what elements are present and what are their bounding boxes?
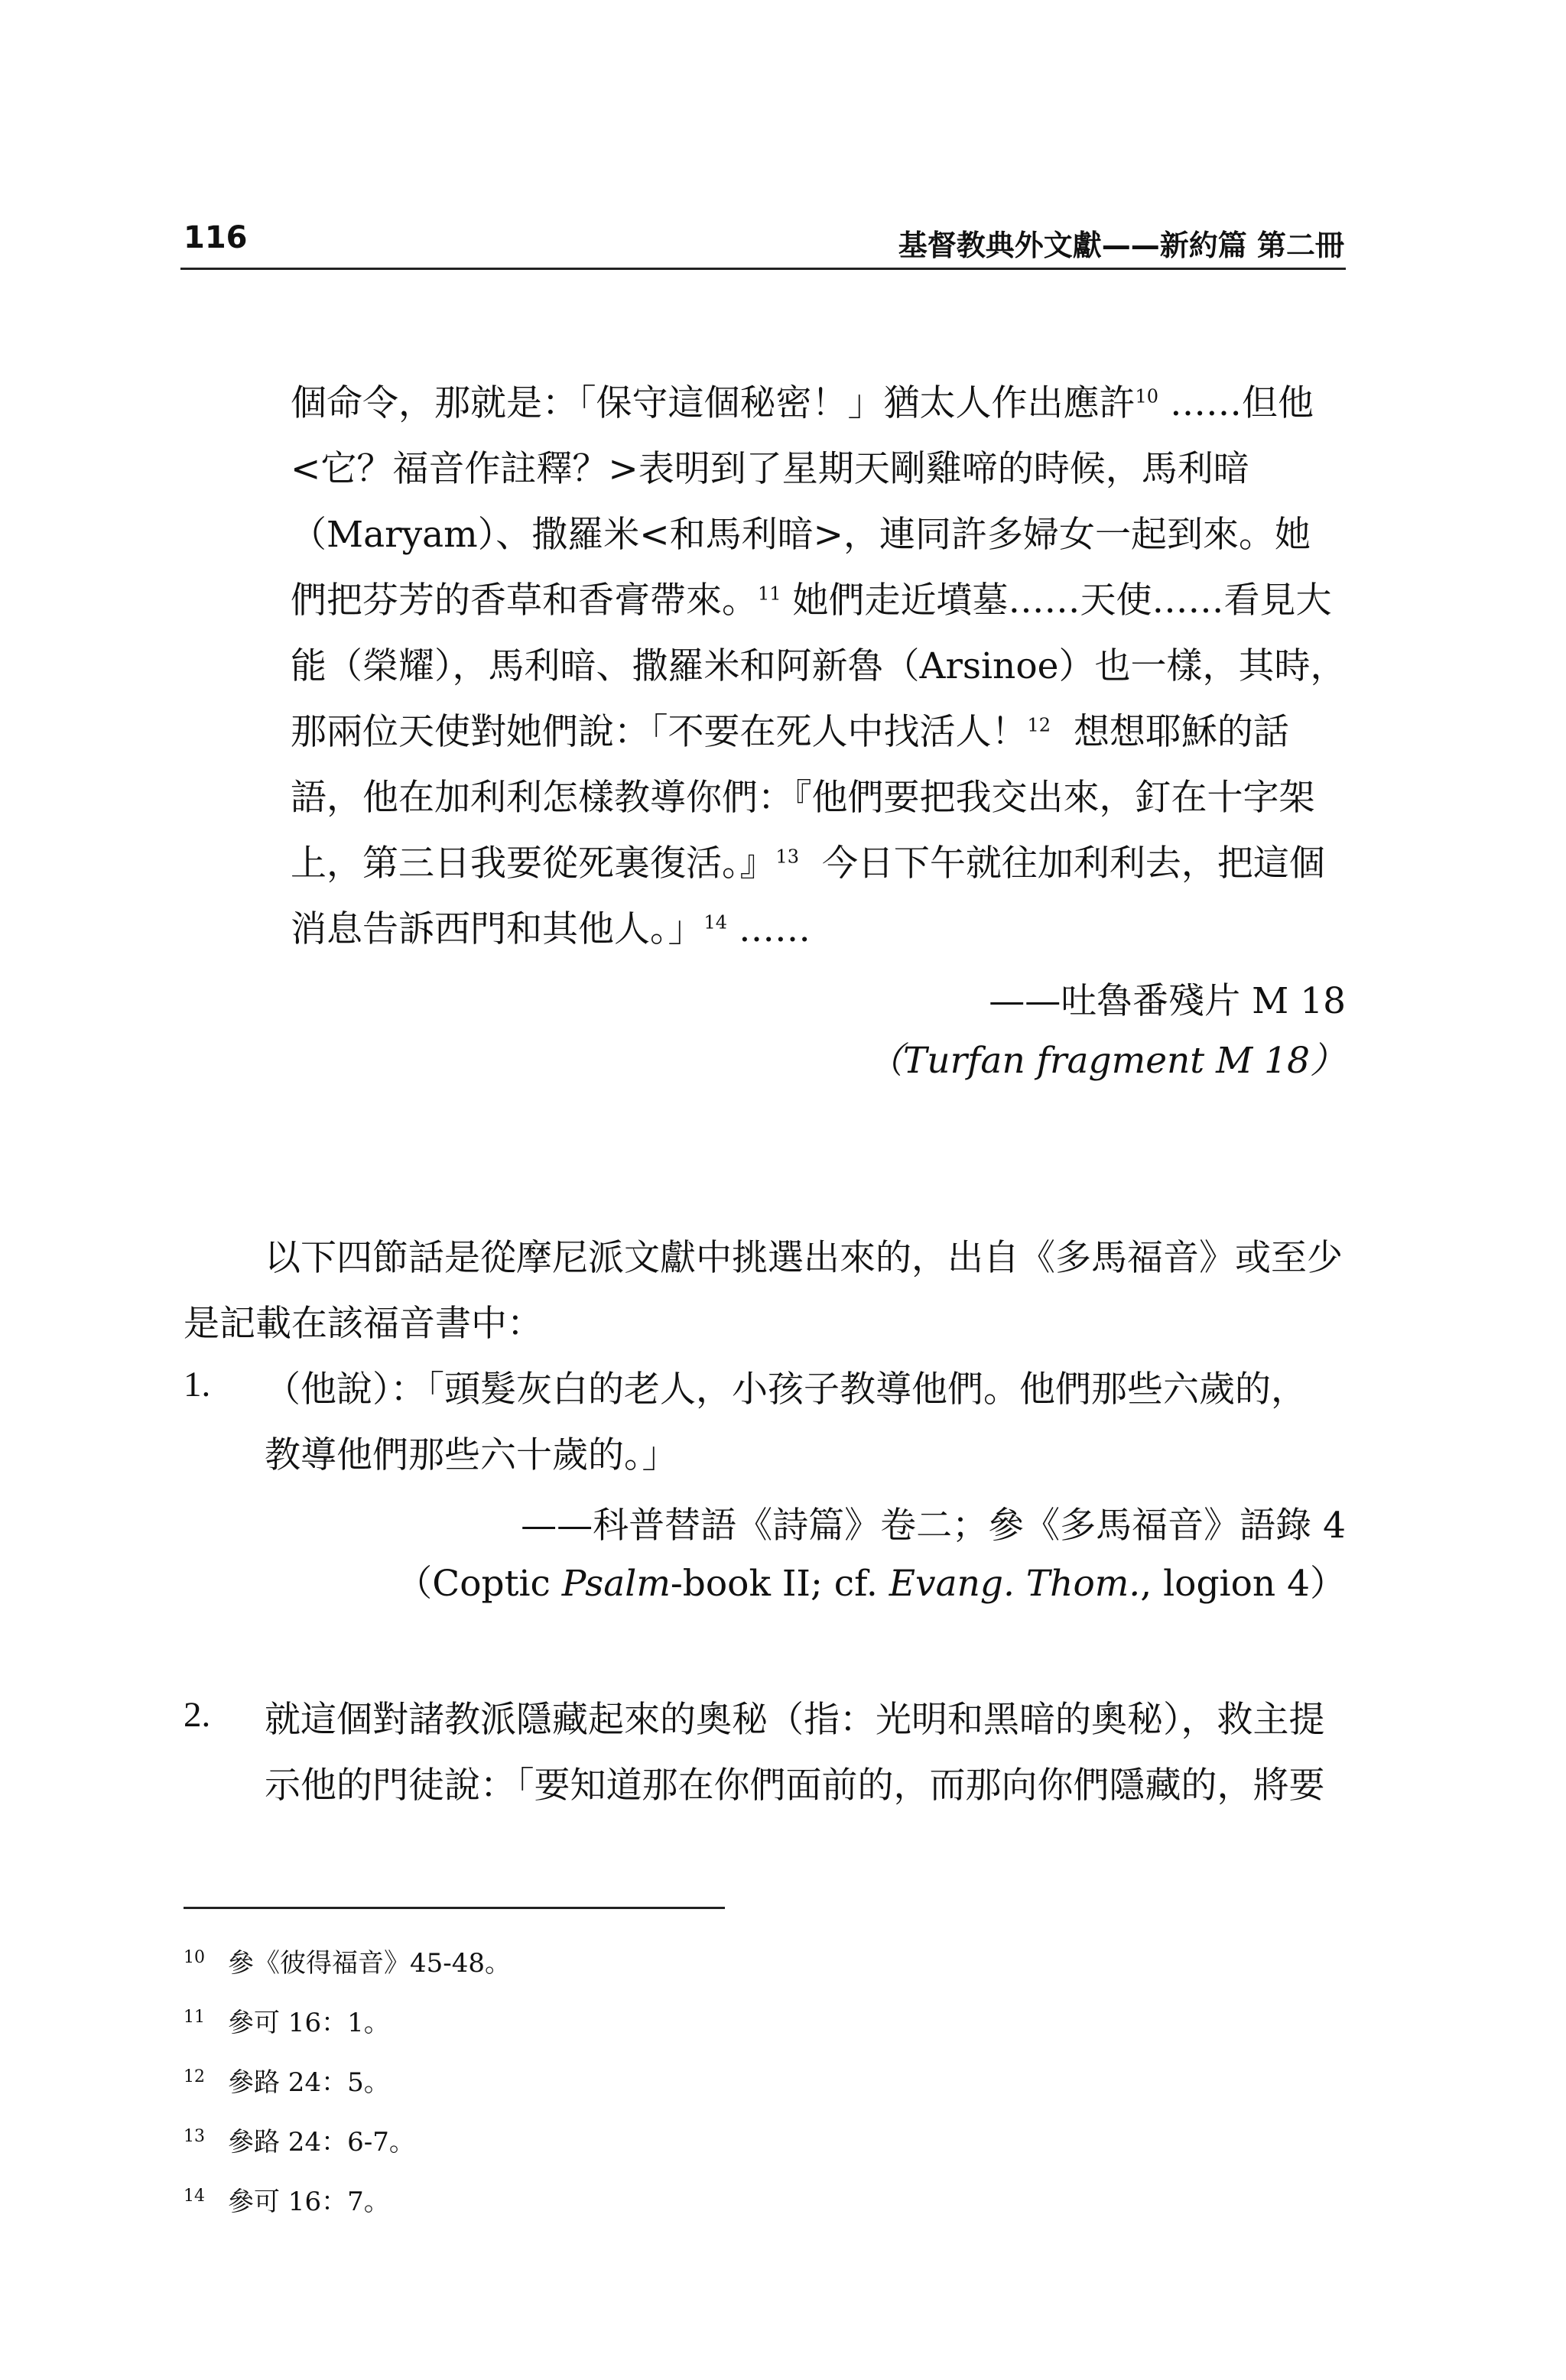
passage1-line-8: 上，第三日我要從死裏復活。』$^{13}$ 今日下午就往加利利去，把這個 [291, 843, 1325, 885]
intro-line-1: 以下四節話是從摩尼派文獻中挑選出來的，出自《多馬福音》或至少 [265, 1237, 1343, 1279]
footnote-10: 10 參《彼得福音》45-48。 [184, 1947, 512, 1979]
passage1-line-6: 那兩位天使對她們說：「不要在死人中找活人！$^{12}$ 想想耶穌的話 [291, 711, 1289, 753]
intro-line-2: 是記載在該福音書中： [184, 1303, 543, 1345]
passage1-line-3: （Maryam）、撒羅米<和馬利暗>，連同許多婦女一起到來。她 [291, 514, 1311, 556]
footnote-13: 13 參路 24：6-7。 [184, 2126, 415, 2158]
footnote-ref-12: 12 [1027, 714, 1051, 736]
item2-line-1: 就這個對諸教派隱藏起來的奧秘（指：光明和黑暗的奧秘），救主提 [265, 1699, 1325, 1741]
passage1-line-5: 能（榮耀），馬利暗、撒羅米和阿新魯（Arsinoe）也一樣，其時， [291, 645, 1347, 687]
item1-line-1: （他說）：「頭髮灰白的老人，小孩子教導他們。他們那些六歲的， [265, 1369, 1307, 1411]
running-title: 基督教典外文獻——新約篇 第二冊 [898, 229, 1344, 262]
item1-number: 1. [184, 1365, 211, 1404]
footnote-ref-11: 11 [758, 583, 781, 605]
footnote-rule [184, 1907, 725, 1909]
item2-number: 2. [184, 1695, 211, 1735]
page-number: 116 [184, 220, 248, 255]
item1-line-2: 教導他們那些六十歲的。」 [265, 1434, 678, 1476]
item2-line-2: 示他的門徒說：「要知道那在你們面前的，而那向你們隱藏的，將要 [265, 1765, 1325, 1807]
passage1-citation-en: （Turfan fragment M 18） [866, 1040, 1346, 1082]
passage1-line-7: 語，他在加利利怎樣教導你們：『他們要把我交出來，釘在十字架 [291, 777, 1315, 819]
passage1-line-1: 個命令，那就是：「保守這個秘密！」猶太人作出應許$^{10}$ ……但他 [291, 382, 1314, 424]
passage1-citation-cn: ——吐魯番殘片 M 18 [989, 980, 1346, 1022]
passage1-line-4: 們把芬芳的香草和香膏帶來。$^{11}$ 她們走近墳墓……天使……看見大 [291, 580, 1332, 622]
footnote-12: 12 參路 24：5。 [184, 2067, 390, 2098]
footnote-ref-13: 13 [775, 846, 800, 868]
header-rule [180, 268, 1346, 270]
passage1-line-2: <它？福音作註釋？>表明到了星期天剛雞啼的時候，馬利暗 [291, 448, 1249, 490]
footnote-ref-10: 10 [1135, 385, 1159, 407]
item1-citation-en: （Coptic Psalm-book II; cf. Evang. Thom., logion 4） [396, 1563, 1346, 1605]
item1-citation-cn: ——科普替語《詩篇》卷二；參《多馬福音》語錄 4 [521, 1505, 1346, 1547]
footnote-11: 11 參可 16：1。 [184, 2007, 390, 2038]
footnote-14: 14 參可 16：7。 [184, 2186, 390, 2217]
passage1-line-9: 消息告訴西門和其他人。」$^{14}$ …… [291, 908, 811, 950]
footnote-ref-14: 14 [703, 911, 728, 933]
